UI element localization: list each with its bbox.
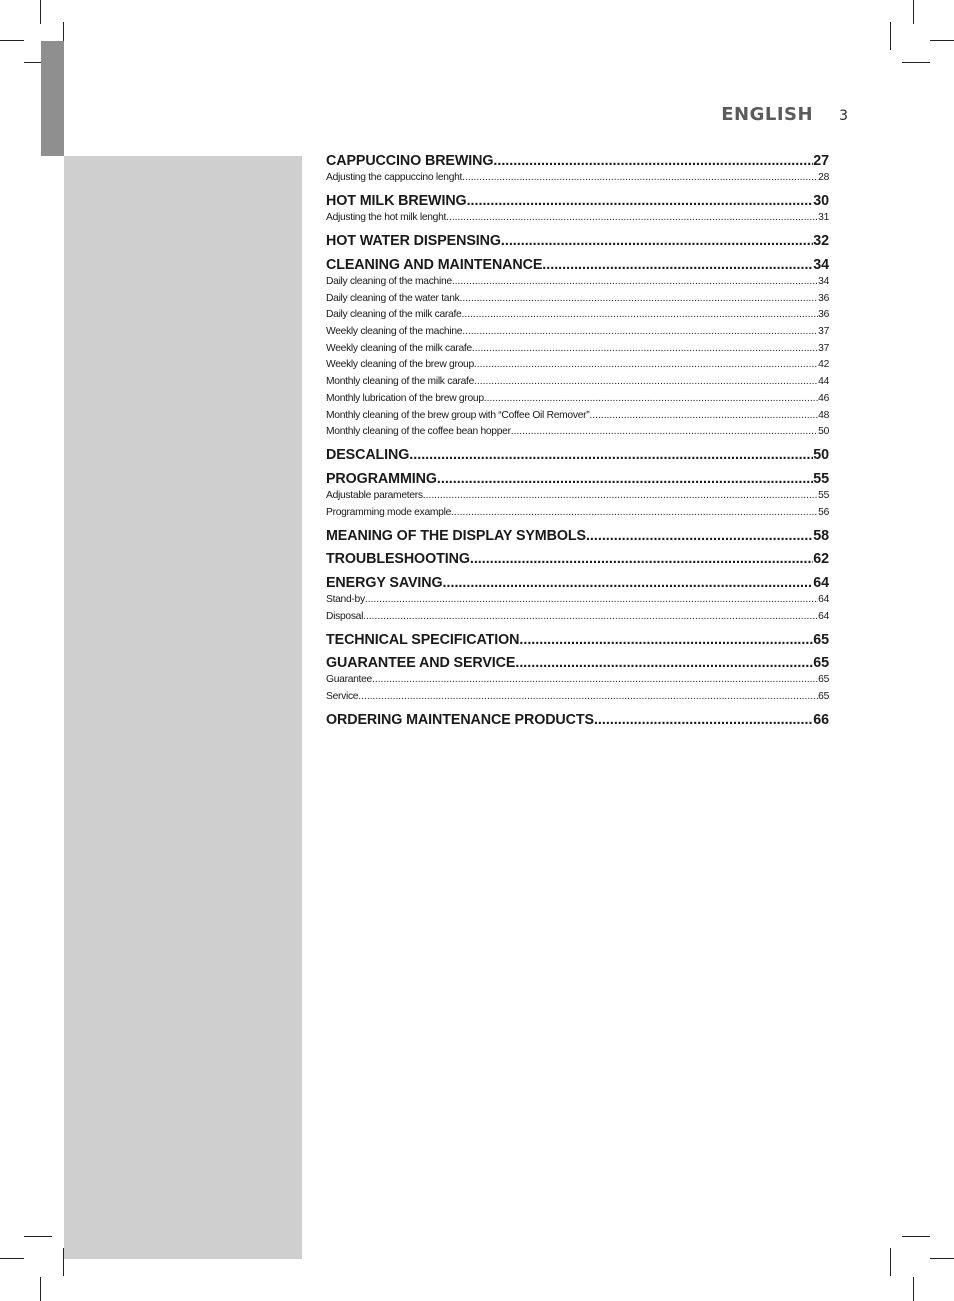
toc-page-number: 65 bbox=[813, 655, 829, 672]
toc-page-number: 34 bbox=[813, 256, 829, 273]
toc-title: Guarantee bbox=[326, 674, 372, 686]
toc-page-number: 64 bbox=[818, 610, 829, 622]
crop-mark bbox=[930, 40, 954, 41]
toc-heading[interactable] bbox=[326, 631, 829, 649]
toc-page-number: 31 bbox=[818, 212, 829, 224]
crop-mark bbox=[902, 62, 930, 63]
dot-leader bbox=[461, 307, 818, 324]
dot-leader bbox=[452, 274, 818, 291]
toc-title: HOT WATER DISPENSING bbox=[326, 233, 501, 250]
dot-leader bbox=[493, 152, 813, 170]
dot-leader bbox=[484, 391, 818, 408]
toc-heading[interactable] bbox=[326, 192, 829, 210]
toc-subentry[interactable] bbox=[326, 307, 829, 324]
toc-page-number: 55 bbox=[818, 489, 829, 501]
dot-leader bbox=[467, 192, 814, 210]
toc-title: Stand-by bbox=[326, 593, 365, 605]
toc-page-number: 32 bbox=[813, 233, 829, 250]
toc-subentry[interactable] bbox=[326, 374, 829, 391]
toc-heading[interactable] bbox=[326, 527, 829, 545]
toc-page-number: 50 bbox=[818, 426, 829, 438]
crop-mark bbox=[40, 1277, 41, 1301]
toc-subentry[interactable] bbox=[326, 609, 829, 626]
crop-mark bbox=[902, 1236, 930, 1237]
dot-leader bbox=[460, 291, 819, 308]
toc-title: CAPPUCCINO BREWING bbox=[326, 153, 494, 169]
crop-mark bbox=[930, 1258, 954, 1259]
toc-title: Monthly cleaning of the brew group with “Coffee Oil Remover” bbox=[326, 409, 590, 421]
toc-page-number: 34 bbox=[818, 275, 829, 287]
toc-page-number: 46 bbox=[818, 392, 829, 404]
toc-title: Daily cleaning of the water tank bbox=[326, 292, 460, 304]
toc-page-number: 37 bbox=[818, 342, 829, 354]
toc-page-number: 64 bbox=[813, 574, 829, 591]
toc-subentry[interactable] bbox=[326, 170, 829, 187]
toc-page-number: 36 bbox=[818, 292, 829, 304]
toc-heading[interactable] bbox=[326, 654, 829, 672]
crop-mark bbox=[913, 0, 914, 24]
side-panel bbox=[64, 156, 302, 1259]
toc-title: DESCALING bbox=[326, 447, 410, 464]
crop-mark bbox=[0, 1258, 24, 1259]
toc-subentry[interactable] bbox=[326, 324, 829, 341]
dot-leader bbox=[586, 527, 813, 545]
toc-subentry[interactable] bbox=[326, 689, 829, 706]
toc-page-number: 62 bbox=[813, 551, 829, 568]
toc-title: CLEANING AND MAINTENANCE bbox=[326, 256, 543, 273]
toc-subentry[interactable] bbox=[326, 274, 829, 291]
dot-leader bbox=[594, 711, 813, 729]
toc-title: GUARANTEE AND SERVICE bbox=[326, 655, 516, 672]
toc-page-number: 65 bbox=[818, 690, 829, 702]
toc-title: Weekly cleaning of the brew group bbox=[326, 359, 474, 371]
toc-page-number: 50 bbox=[813, 447, 829, 464]
dot-leader bbox=[443, 574, 814, 592]
toc-heading[interactable] bbox=[326, 550, 829, 568]
toc-subentry[interactable] bbox=[326, 592, 829, 609]
crop-mark bbox=[890, 1248, 891, 1276]
toc-title: Monthly lubrication of the brew group bbox=[326, 392, 484, 404]
dot-leader bbox=[501, 232, 813, 250]
toc-heading[interactable] bbox=[326, 574, 829, 592]
toc-title: Daily cleaning of the machine bbox=[326, 275, 452, 287]
dot-leader bbox=[515, 654, 813, 672]
toc-heading[interactable] bbox=[326, 256, 829, 274]
dot-leader bbox=[358, 689, 818, 706]
toc-title: TROUBLESHOOTING bbox=[326, 551, 470, 568]
toc-subentry[interactable] bbox=[326, 291, 829, 308]
dot-leader bbox=[511, 424, 818, 441]
toc-title: Disposal bbox=[326, 610, 364, 622]
toc-title: PROGRAMMING bbox=[326, 470, 437, 487]
section-tab bbox=[41, 41, 64, 156]
toc-subentry[interactable] bbox=[326, 488, 829, 505]
toc-subentry[interactable] bbox=[326, 210, 829, 227]
toc-title: Weekly cleaning of the milk carafe bbox=[326, 342, 472, 354]
toc-title: Monthly cleaning of the milk carafe bbox=[326, 376, 475, 388]
crop-mark bbox=[890, 22, 891, 50]
dot-leader bbox=[472, 341, 818, 358]
toc-title: Adjusting the cappuccino lenght bbox=[326, 172, 463, 183]
crop-mark bbox=[0, 40, 24, 41]
toc-subentry[interactable] bbox=[326, 408, 829, 425]
toc-title: Programming mode example bbox=[326, 506, 452, 518]
toc-heading[interactable] bbox=[326, 470, 829, 488]
toc-title: Monthly cleaning of the coffee bean hopper bbox=[326, 426, 511, 438]
toc-title: Adjustable parameters bbox=[326, 489, 423, 501]
dot-leader bbox=[451, 505, 818, 522]
page-header bbox=[721, 104, 848, 125]
toc-page-number: 55 bbox=[813, 470, 829, 487]
toc-title: Weekly cleaning of the machine bbox=[326, 326, 463, 338]
toc-page-number: 58 bbox=[813, 527, 829, 544]
dot-leader bbox=[372, 672, 818, 689]
dot-leader bbox=[470, 550, 813, 568]
dot-leader bbox=[462, 324, 818, 341]
toc-page-number: 66 bbox=[813, 712, 829, 729]
crop-mark bbox=[40, 0, 41, 24]
toc-page-number: 27 bbox=[813, 153, 829, 169]
toc-page-number: 48 bbox=[818, 409, 829, 421]
page-number: 3 bbox=[839, 108, 848, 124]
toc-page-number: 36 bbox=[818, 309, 829, 321]
language-label: ENGLISH bbox=[721, 104, 814, 125]
toc-subentry[interactable] bbox=[326, 424, 829, 441]
dot-leader bbox=[363, 609, 818, 626]
toc-title: Daily cleaning of the milk carafe bbox=[326, 309, 462, 321]
dot-leader bbox=[542, 256, 813, 274]
crop-mark bbox=[913, 1277, 914, 1301]
dot-leader bbox=[519, 631, 813, 649]
dot-leader bbox=[462, 170, 818, 187]
toc-title: TECHNICAL SPECIFICATION bbox=[326, 631, 520, 648]
toc-page-number: 30 bbox=[813, 193, 829, 210]
toc-heading[interactable] bbox=[326, 152, 829, 170]
toc-subentry[interactable] bbox=[326, 357, 829, 374]
toc-title: MEANING OF THE DISPLAY SYMBOLS bbox=[326, 527, 586, 544]
dot-leader bbox=[409, 446, 813, 464]
toc-heading[interactable] bbox=[326, 446, 829, 464]
toc-page-number: 37 bbox=[818, 326, 829, 338]
dot-leader bbox=[474, 374, 818, 391]
toc-page-number: 44 bbox=[818, 376, 829, 388]
toc-page-number: 56 bbox=[818, 506, 829, 518]
toc-subentry[interactable] bbox=[326, 391, 829, 408]
toc-page-number: 64 bbox=[818, 593, 829, 605]
toc-page-number: 42 bbox=[818, 359, 829, 371]
dot-leader bbox=[423, 488, 818, 505]
dot-leader bbox=[474, 357, 818, 374]
toc-subentry[interactable] bbox=[326, 341, 829, 358]
dot-leader bbox=[446, 210, 818, 227]
toc-page-number: 65 bbox=[818, 674, 829, 686]
toc-subentry[interactable] bbox=[326, 672, 829, 689]
dot-leader bbox=[365, 592, 818, 609]
toc-title: ORDERING MAINTENANCE PRODUCTS bbox=[326, 712, 594, 729]
toc-page-number: 65 bbox=[813, 631, 829, 648]
dot-leader bbox=[589, 408, 818, 425]
toc-heading[interactable] bbox=[326, 711, 829, 729]
toc-title: Service bbox=[326, 690, 359, 702]
dot-leader bbox=[437, 470, 813, 488]
table-of-contents bbox=[326, 152, 829, 729]
toc-heading[interactable] bbox=[326, 232, 829, 250]
toc-title: Adjusting the hot milk lenght bbox=[326, 212, 447, 224]
toc-title: ENERGY SAVING bbox=[326, 574, 443, 591]
toc-subentry[interactable] bbox=[326, 505, 829, 522]
toc-page-number: 28 bbox=[818, 172, 829, 183]
toc-title: HOT MILK BREWING bbox=[326, 193, 467, 210]
crop-mark bbox=[24, 1236, 52, 1237]
